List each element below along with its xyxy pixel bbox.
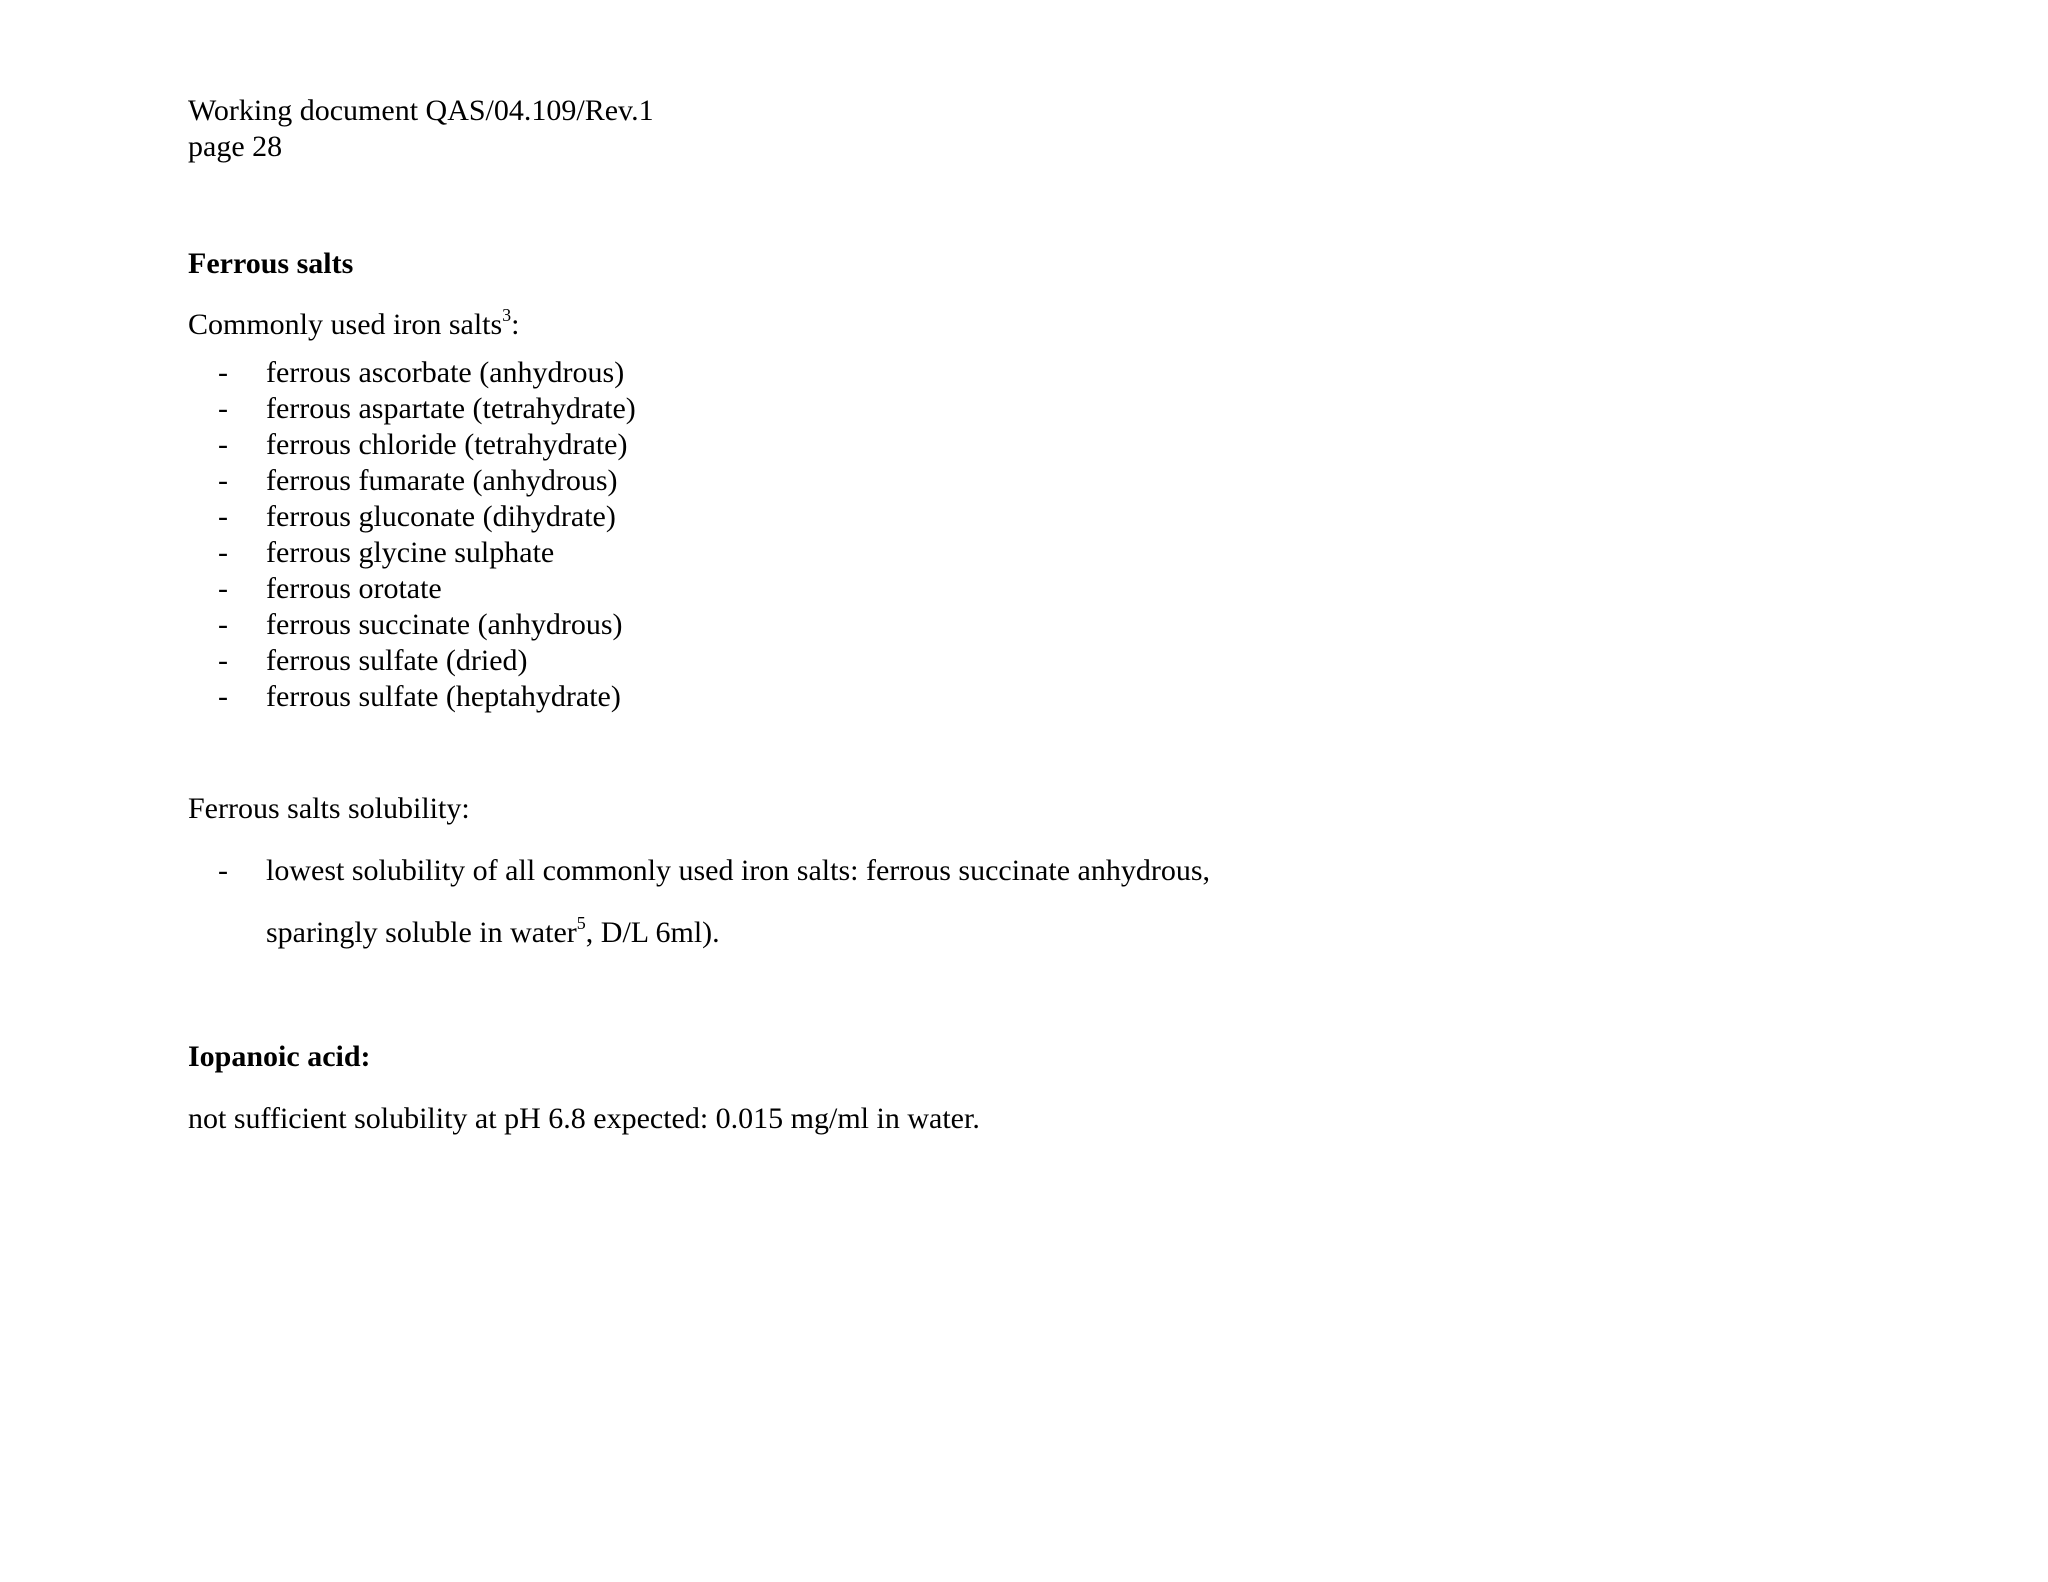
list-item-text: ferrous glycine sulphate [266, 536, 555, 569]
bullet-dash: - [218, 500, 228, 533]
list-item-text: ferrous aspartate (tetrahydrate) [266, 392, 636, 425]
ferrous-intro-text: Commonly used iron salts [188, 308, 503, 341]
section-heading-iopanoic-acid: Iopanoic acid: [188, 1040, 371, 1073]
section-heading-ferrous-salts: Ferrous salts [188, 247, 354, 280]
list-item-text: ferrous sulfate (dried) [266, 644, 528, 677]
list-item-text: ferrous orotate [266, 572, 442, 605]
ferrous-intro [188, 307, 520, 343]
bullet-dash: - [218, 680, 228, 713]
list-item-text: ferrous gluconate (dihydrate) [266, 500, 616, 533]
page-number: page 28 [188, 130, 283, 163]
solubility-text-line-2-start: sparingly soluble in water [266, 916, 577, 949]
footnote-ref-3: 3 [502, 305, 512, 325]
list-item-text: ferrous fumarate (anhydrous) [266, 464, 618, 497]
bullet-dash: - [218, 644, 228, 677]
bullet-dash: - [218, 356, 228, 389]
ferrous-intro-colon: : [511, 308, 520, 341]
list-item-text: ferrous succinate (anhydrous) [266, 608, 623, 641]
list-item-text: ferrous chloride (tetrahydrate) [266, 428, 628, 461]
solubility-text-line-2 [266, 915, 720, 951]
document-id: Working document QAS/04.109/Rev.1 [188, 94, 654, 127]
solubility-text-line-2-end: , D/L 6ml). [585, 916, 720, 949]
bullet-dash: - [218, 854, 228, 887]
bullet-dash: - [218, 536, 228, 569]
bullet-dash: - [218, 428, 228, 461]
iopanoic-acid-text: not sufficient solubility at pH 6.8 expected: 0.015 mg/ml in water. [188, 1102, 980, 1135]
footnote-ref-5: 5 [576, 913, 586, 933]
list-item-text: ferrous ascorbate (anhydrous) [266, 356, 625, 389]
bullet-dash: - [218, 464, 228, 497]
bullet-dash: - [218, 608, 228, 641]
bullet-dash: - [218, 392, 228, 425]
solubility-text-line-1: lowest solubility of all commonly used iron salts: ferrous succinate anhydrous, [266, 854, 1211, 887]
bullet-dash: - [218, 572, 228, 605]
list-item-text: ferrous sulfate (heptahydrate) [266, 680, 621, 713]
solubility-heading: Ferrous salts solubility: [188, 792, 470, 825]
